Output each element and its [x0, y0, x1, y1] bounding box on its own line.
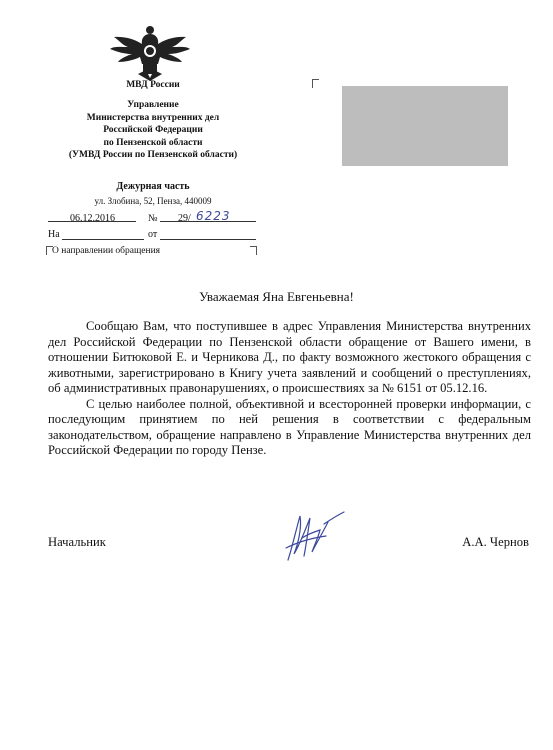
ministry-name: МВД России	[126, 80, 180, 90]
department-line: Управление	[127, 100, 179, 110]
number-label: №	[148, 213, 158, 224]
letter-body	[48, 319, 531, 459]
subject-line: О направлении обращения	[52, 246, 161, 256]
department-line: Министерства внутренних дел	[86, 112, 220, 123]
department-line: по Пензенской области	[103, 137, 203, 148]
salutation: Уважаемая Яна Евгеньевна!	[199, 289, 354, 304]
department-name	[38, 99, 268, 162]
signatory-title: Начальник	[48, 535, 106, 549]
on-label: На	[48, 229, 60, 240]
redacted-addressee	[342, 86, 508, 166]
on-underline	[62, 228, 144, 240]
department-line: Российской Федерации	[103, 125, 203, 136]
mvd-emblem-icon	[108, 24, 192, 82]
bracket-top-right	[250, 246, 257, 255]
handwritten-number: 6223	[196, 209, 231, 223]
paragraph: Сообщаю Вам, что поступившее в адрес Управления Министерства внутренних дел Российской Федерации по Пензенской области обращение от Вашего имени, в отношении Битюковой Е. и Черникова Д., по факту возможного жестокого обращения с животными, зарегистрировано в Книгу учета заявлений и сообщений о преступлениях, об административных правонарушениях, о происшествиях за № 6151 от 05.12.16.	[48, 319, 531, 395]
outgoing-date: 06.12.2016	[70, 213, 115, 224]
unit-address: ул. Злобина, 52, Пенза, 440009	[94, 196, 212, 206]
from-label: от	[148, 229, 158, 240]
handwritten-signature-icon	[278, 508, 350, 564]
from-underline	[160, 228, 256, 240]
unit-name: Дежурная часть	[116, 181, 190, 192]
signatory-name: А.А. Чернов	[462, 535, 529, 549]
addressee-bracket-left	[312, 79, 319, 88]
department-line: (УМВД России по Пензенской области)	[68, 150, 238, 161]
paragraph: С целью наиболее полной, объективной и всесторонней проверки информации, с последующим принятием по ней решения в соответствии с федеральным законодательством, обращение направлено в Управление Министерства внутренних дел Российской Федерации по городу Пензе.	[48, 396, 531, 457]
number-prefix: 29/	[178, 213, 191, 224]
